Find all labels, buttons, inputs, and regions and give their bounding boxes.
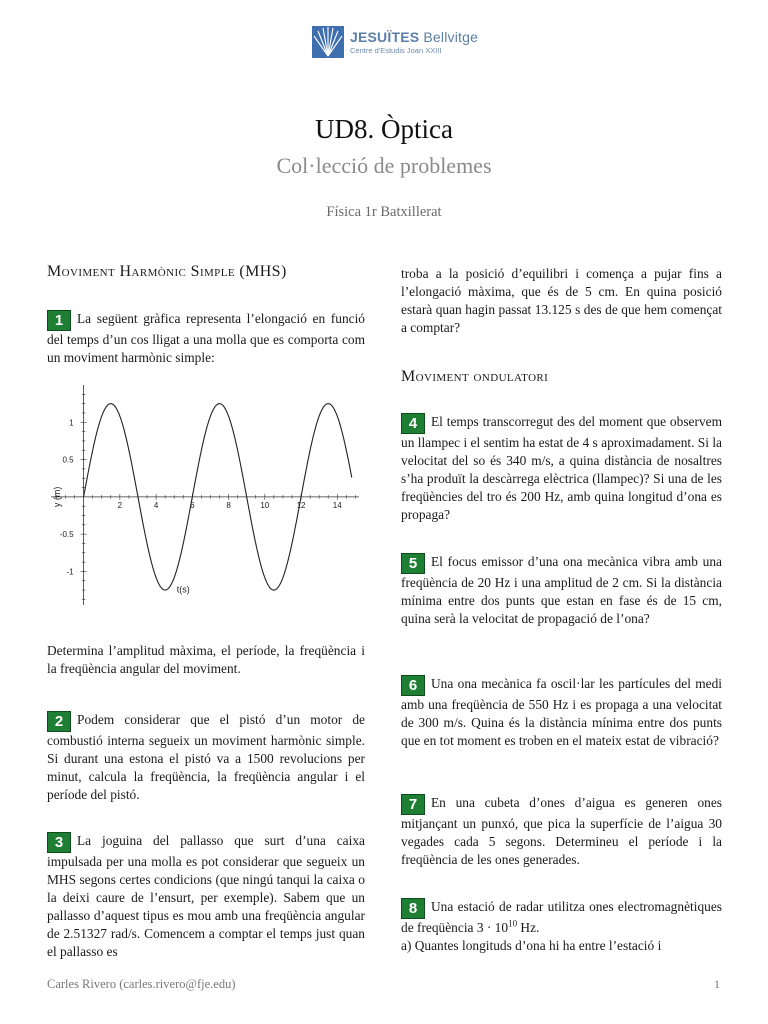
logo-brand: JESUÏTES bbox=[350, 28, 420, 45]
x-tick-label: 14 bbox=[332, 500, 342, 510]
problem-3-text: La joguina del pallasso que surt d’una caixa impulsada per una molla es pot considerar que segueix un MHS segons certes condicions (que ningú tanqui la caixa o la deixi caure de l’ensurt, per exemple). Sabem que un pallasso d’aquest tipus es mou amb una freqüència angular de 2.51327 rad/s. Comencem a comptar el temps just quan el pallasso es bbox=[47, 833, 365, 960]
problem-number-badge: 4 bbox=[401, 413, 425, 434]
y-tick-label: -0.5 bbox=[59, 530, 74, 540]
problem-number-badge: 2 bbox=[47, 711, 71, 732]
section-title-mhs: Moviment Harmònic Simple (MHS) bbox=[47, 263, 287, 280]
logo-location: Bellvitge bbox=[423, 28, 479, 45]
problem-number-badge: 1 bbox=[47, 310, 71, 331]
elongation-chart-svg bbox=[47, 381, 365, 611]
problem-number-badge: 6 bbox=[401, 675, 425, 696]
x-tick-label: 12 bbox=[296, 500, 306, 510]
x-tick-label: 2 bbox=[117, 500, 123, 510]
problem-8-item-a: a) Quantes longituds d’ona hi ha entre l’estació i bbox=[401, 938, 662, 954]
problem-number-badge: 3 bbox=[47, 832, 71, 853]
problem-8-text: Una estació de radar utilitza ones electromagnètiques de freqüència 3 · 10 bbox=[401, 899, 722, 935]
x-tick-label: 8 bbox=[226, 500, 231, 510]
y-axis-label: y (m) bbox=[52, 486, 63, 508]
page-number: 1 bbox=[714, 977, 720, 991]
problem-1-text: La següent gràfica representa l’elongació en funció del temps d’un cos lligat a una molla que es comporta com un moviment harmònic simple: bbox=[47, 311, 365, 366]
section-title-ondulatori: Moviment ondulatori bbox=[401, 368, 549, 385]
problem-8 bbox=[401, 898, 722, 955]
y-tick-label: 1 bbox=[69, 418, 74, 428]
y-tick-label: -1 bbox=[66, 567, 74, 577]
problem-3-continuation: troba a la posició d’equilibri i comença a pujar fins a l’elongació màxima, que és de 5 cm. En quina posició estarà quan hagin passat 13.125 s des de que hem començat a comptar? bbox=[401, 266, 722, 336]
problem-1 bbox=[47, 310, 365, 367]
problem-3 bbox=[47, 832, 365, 962]
footer-author: Carles Rivero (carles.rivero@fje.edu) bbox=[47, 977, 236, 991]
problem-5-text: El focus emissor d’una ona mecànica vibra amb una freqüència de 20 Hz i una amplitud de 2 cm. Si la distància mínima entre dos punts que estan en fase és de 15 cm, quina serà la velocitat de propagació de l’ona? bbox=[401, 554, 722, 627]
problem-4-text: El temps transcorregut des del moment que observem un llampec i el sentim ha estat de 4 s aproximadament. Si la velocitat del so és 340 m/s, a quina distància de nosaltres s’ha produït la descàrrega elèctrica (llampec)? Si una de les freqüències del tro és 200 Hz, amb quina longitud d’ona es propaga? bbox=[401, 414, 722, 523]
problem-8-exponent: 10 bbox=[508, 918, 518, 929]
problem-number-badge: 7 bbox=[401, 794, 425, 815]
document-subtitle: Col·lecció de problemes bbox=[276, 153, 492, 178]
problem-number-badge: 5 bbox=[401, 553, 425, 574]
problem-4 bbox=[401, 413, 722, 524]
x-tick-label: 10 bbox=[260, 500, 270, 510]
problem-5 bbox=[401, 553, 722, 628]
problem-1-question: Determina l’amplitud màxima, el període, la freqüència i la freqüència angular del moviment. bbox=[47, 643, 365, 677]
problem-7-text: En una cubeta d’ones d’aigua es generen ones mitjançant un punxó, que pica la superfície de l’aigua 30 vegades cada 5 segons. Determineu el període i la freqüència de les ones generades. bbox=[401, 795, 722, 868]
x-tick-label: 6 bbox=[190, 500, 195, 510]
problem-number-badge: 8 bbox=[401, 898, 425, 919]
problem-2 bbox=[47, 711, 365, 804]
logo-subtext: Centre d'Estudis Joan XXIII bbox=[350, 45, 442, 55]
document-title: UD8. Òptica bbox=[315, 114, 453, 144]
problem-6-text: Una ona mecànica fa oscil·lar les partícules del medi amb una freqüència de 550 Hz i es propaga a una velocitat de 300 m/s. Quina és la distància mínima entre dos punts que en tot moment es troben en el mateix estat de vibració? bbox=[401, 676, 722, 749]
course-name: Física 1r Batxillerat bbox=[326, 204, 442, 220]
x-tick-label: 4 bbox=[153, 500, 159, 510]
logo-emblem-icon bbox=[312, 26, 344, 58]
problem-8-text-end: Hz. bbox=[517, 920, 540, 935]
logo-text bbox=[350, 30, 478, 55]
problem-6 bbox=[401, 675, 722, 750]
school-logo bbox=[312, 26, 478, 58]
problem-2-text: Podem considerar que el pistó d’un motor de combustió interna segueix un moviment harmònic simple. Si durant una estona el pistó va a 1500 revolucions per minut, calcula la freqüència, la freqüència angular i el període del pistó. bbox=[47, 712, 365, 803]
x-axis-label: t(s) bbox=[176, 584, 190, 595]
y-tick-label: 0.5 bbox=[62, 455, 74, 465]
elongation-chart bbox=[47, 381, 365, 611]
problem-7 bbox=[401, 794, 722, 869]
